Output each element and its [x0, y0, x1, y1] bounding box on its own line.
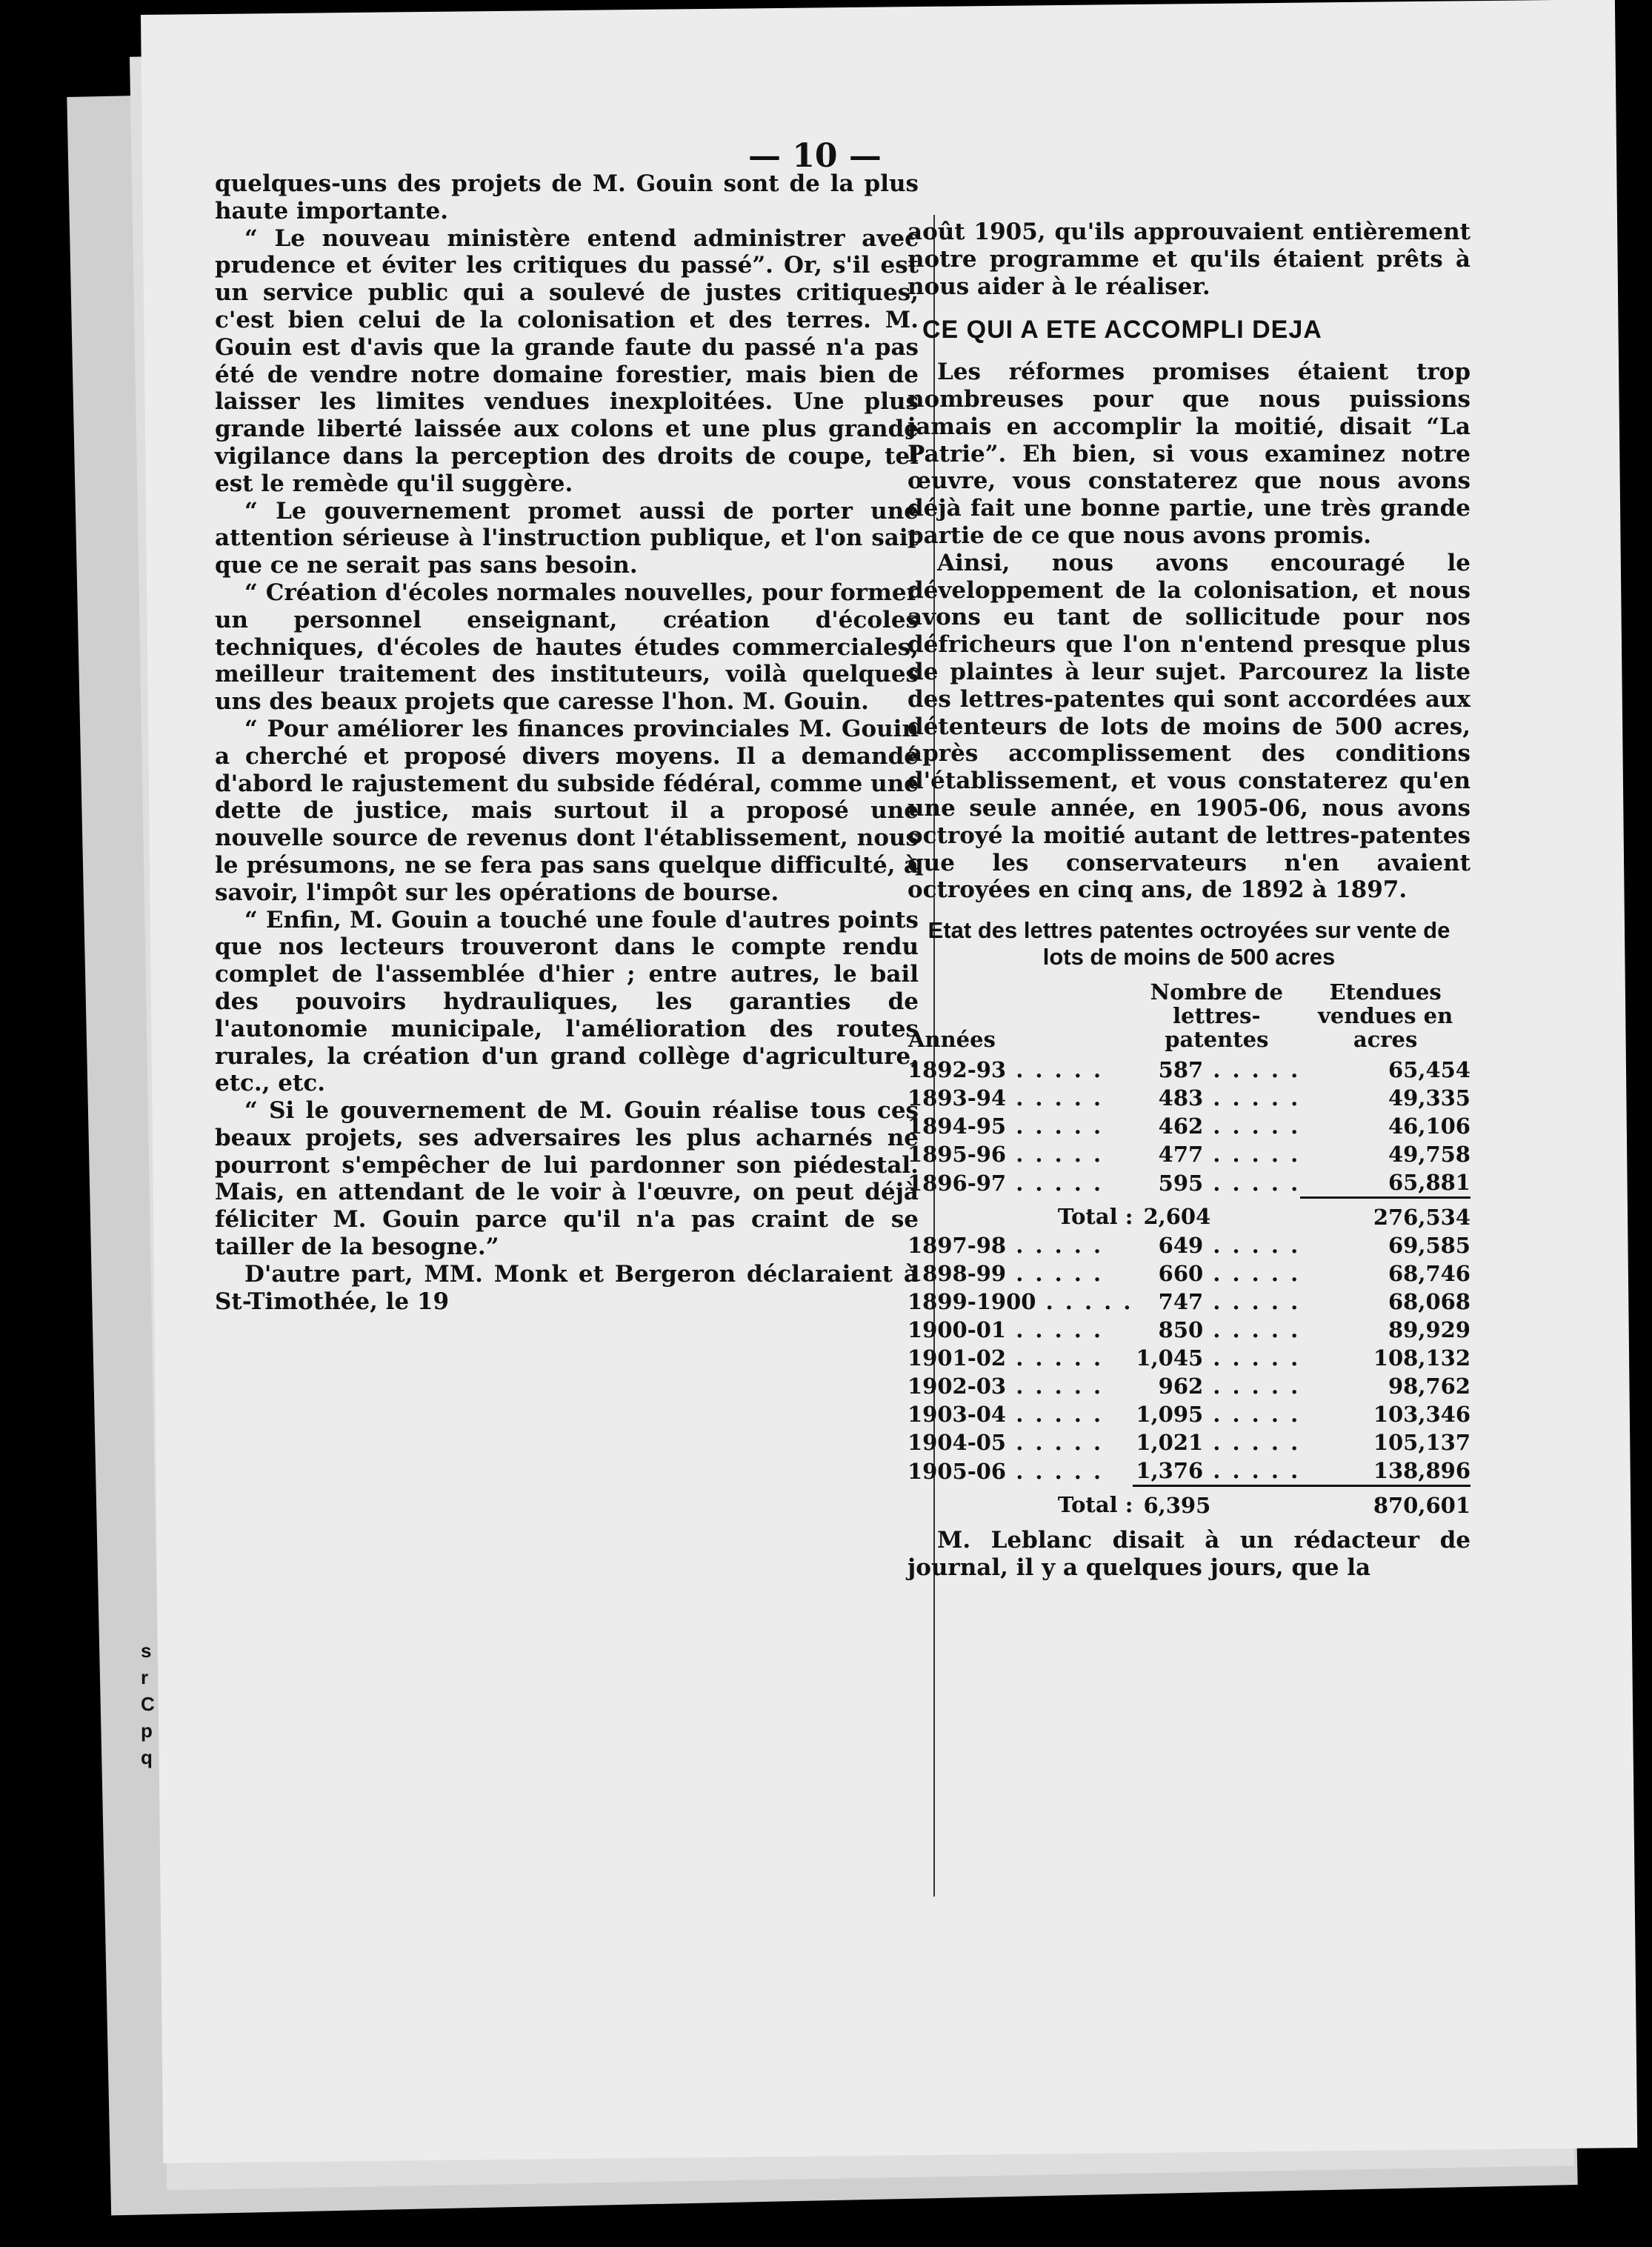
count-cell: 1,021 . . .: [1133, 1428, 1300, 1457]
table-title: Etat des lettres patentes octroyées sur vente de lots de moins de 500 acres: [927, 917, 1451, 971]
year-cell: 1904-05 . . .: [907, 1428, 1133, 1457]
year-cell: 1892-93 . . .: [907, 1056, 1133, 1084]
edge-letter: C: [141, 1693, 155, 1715]
year-cell: 1896-97 . . .: [907, 1168, 1133, 1198]
count-cell: 850 . . .: [1133, 1316, 1300, 1344]
column-header: Nombre de lettres-patentes: [1150, 979, 1283, 1053]
year-cell: 1903-04 . . .: [907, 1400, 1133, 1428]
total-count: 6,395: [1133, 1486, 1300, 1520]
table-row: [907, 1112, 1471, 1140]
edge-letter: p: [141, 1720, 153, 1742]
year-cell: 1905-06 . . .: [907, 1457, 1133, 1486]
table-row: [907, 1231, 1471, 1259]
paragraph: Les réformes promises étaient trop nombreuses pour que nous puissions jamais en accomplir la moitié, disait “La Patrie”. Eh bien, si vous examinez notre œuvre, vous constaterez que nous avons déjà fait une bonne partie, une très grande partie de ce que nous avons promis.: [907, 359, 1471, 549]
paragraph: “ Si le gouvernement de M. Gouin réalise tous ces beaux projets, ses adversaires les plus acharnés ne pourront s'empêcher de lui pardonner son piédestal. Mais, en attendant de le voir à l'œuvre, on peut déjà féliciter M. Gouin parce qu'il n'a pas craint de se tailler de la besogne.”: [215, 1097, 919, 1261]
count-cell: 587 . . .: [1133, 1056, 1300, 1084]
year-cell: 1897-98 . . .: [907, 1231, 1133, 1259]
edge-letter: s: [141, 1640, 152, 1662]
paragraph: “ Création d'écoles normales nouvelles, pour former un personnel enseignant, création d'écoles techniques, d'écoles de hautes études commerciales, meilleur traitement des instituteurs, voilà quelques uns des beaux projets que caresse l'hon. M. Gouin.: [215, 579, 919, 716]
count-cell: 660 . . .: [1133, 1259, 1300, 1288]
column-header: Années: [908, 1027, 996, 1053]
count-cell: 1,045 . . .: [1133, 1344, 1300, 1372]
section-heading: CE QUI A ETE ACCOMPLI DEJA: [922, 316, 1322, 344]
count-cell: 483 . . .: [1133, 1084, 1300, 1112]
table-row: [907, 1344, 1471, 1372]
acres-cell: 98,762: [1388, 1374, 1471, 1399]
table-total-row: [907, 1486, 1471, 1520]
total-acres: 276,534: [1300, 1198, 1471, 1232]
column-header: Etendues vendues en acres: [1318, 979, 1453, 1053]
acres-cell: 69,585: [1388, 1233, 1471, 1259]
table-row: [907, 1428, 1471, 1457]
count-cell: 462 . . .: [1133, 1112, 1300, 1140]
table-row: [907, 1457, 1471, 1486]
edge-letter: q: [141, 1746, 153, 1768]
table-row: [907, 1400, 1471, 1428]
paragraph: “ Pour améliorer les finances provinciales M. Gouin a cherché et proposé divers moyens. Il a demandé d'abord le rajustement du subside fédéral, comme une dette de justice, mais surtout il a proposé une nouvelle source de revenus dont l'établissement, nous le présumons, ne se fera pas sans quelque difficulté, à savoir, l'impôt sur les opérations de bourse.: [215, 715, 919, 906]
count-cell: 962 . . .: [1133, 1372, 1300, 1400]
adjacent-page-edge-text: [141, 1637, 155, 1771]
paragraph: quelques-uns des projets de M. Gouin sont de la plus haute importante.: [215, 170, 919, 224]
year-cell: 1900-01 . . .: [907, 1316, 1133, 1344]
acres-cell: 108,132: [1373, 1345, 1471, 1371]
edge-letter: r: [141, 1666, 149, 1688]
acres-cell: 46,106: [1388, 1113, 1471, 1139]
acres-cell: 49,335: [1388, 1085, 1471, 1111]
table-row: [907, 1056, 1471, 1084]
paragraph: “ Le nouveau ministère entend administrer avec prudence et éviter les critiques du passé”. Or, s'il est un service public qui a soulevé de justes critiques, c'est bien celui de la colonisation et des terres. M. Gouin est d'avis que la grande faute du passé n'a pas été de vendre notre domaine forestier, mais bien de laisser les limites vendues inexploitées. Une plus grande liberté laissée aux colons et une plus grande vigilance dans la perception des droits de coupe, tel est le remède qu'il suggère.: [215, 224, 919, 497]
table-row: [907, 1316, 1471, 1344]
paragraph: août 1905, qu'ils approuvaient entièrement notre programme et qu'ils étaient prêts à nous aider à le réaliser.: [907, 219, 1471, 300]
page-number: — 10 —: [748, 137, 882, 175]
count-cell: 747 . . .: [1133, 1288, 1300, 1316]
acres-cell: 49,758: [1388, 1142, 1471, 1168]
acres-cell: 103,346: [1373, 1402, 1471, 1428]
paragraph: “ Le gouvernement promet aussi de porter une attention sérieuse à l'instruction publique, et l'on sait que ce ne serait pas sans besoin.: [215, 497, 919, 579]
year-cell: 1893-94 . . .: [907, 1084, 1133, 1112]
right-column: [907, 219, 1471, 1582]
count-cell: 1,376 . . .: [1133, 1457, 1300, 1486]
count-cell: 477 . . .: [1133, 1140, 1300, 1168]
paragraph: M. Leblanc disait à un rédacteur de journal, il y a quelques jours, que la: [907, 1527, 1471, 1581]
table-row: [907, 1372, 1471, 1400]
table-row: [907, 1084, 1471, 1112]
year-cell: 1898-99 . . .: [907, 1259, 1133, 1288]
total-acres: 870,601: [1300, 1486, 1471, 1520]
count-cell: 595 . . .: [1133, 1168, 1300, 1198]
count-cell: 649 . . .: [1133, 1231, 1300, 1259]
count-cell: 1,095 . . .: [1133, 1400, 1300, 1428]
total-label: Total :: [1057, 1492, 1133, 1518]
acres-cell: 68,746: [1388, 1261, 1471, 1287]
year-cell: 1902-03 . . .: [907, 1372, 1133, 1400]
paragraph: “ Enfin, M. Gouin a touché une foule d'autres points que nos lecteurs trouveront dans le compte rendu complet de l'assemblée d'hier ; entre autres, le bail des pouvoirs hydrauliques, les garanties de l'autonomie municipale, l'amélioration des routes rurales, la création d'un grand collège d'agriculture, etc., etc.: [215, 906, 919, 1097]
table-row: [907, 1168, 1471, 1198]
table-row: [907, 1259, 1471, 1288]
paragraph: Ainsi, nous avons encouragé le développement de la colonisation, et nous avons eu tant de sollicitude pour nos défricheurs que l'on n'entend presque plus de plaintes à leur sujet. Parcourez la liste des lettres-patentes qui sont accordées aux détenteurs de lots de moins de 500 acres, après accomplissement des conditions d'établissement, et vous constaterez qu'en une seule année, en 1905-06, nous avons octroyé la moitié autant de lettres-patentes que les conservateurs n'en avaient octroyées en cinq ans, de 1892 à 1897.: [907, 549, 1471, 904]
acres-cell: 138,896: [1373, 1458, 1471, 1484]
paragraph: D'autre part, MM. Monk et Bergeron déclaraient à St-Timothée, le 19: [215, 1260, 919, 1315]
year-cell: 1895-96 . . .: [907, 1140, 1133, 1168]
year-cell: 1901-02 . . .: [907, 1344, 1133, 1372]
table-row: [907, 1140, 1471, 1168]
total-label: Total :: [1057, 1204, 1133, 1230]
table-total-row: [907, 1198, 1471, 1232]
left-column: [215, 170, 919, 1315]
year-cell: 1894-95 . . .: [907, 1112, 1133, 1140]
table-row: [907, 1288, 1471, 1316]
year-cell: 1899-1900 . . .: [907, 1288, 1133, 1316]
acres-cell: 105,137: [1373, 1430, 1471, 1456]
acres-cell: 65,454: [1388, 1057, 1471, 1083]
acres-cell: 65,881: [1388, 1170, 1471, 1196]
acres-cell: 68,068: [1388, 1289, 1471, 1315]
letters-patent-table: [907, 979, 1471, 1519]
acres-cell: 89,929: [1388, 1317, 1471, 1343]
total-count: 2,604: [1143, 1204, 1211, 1230]
